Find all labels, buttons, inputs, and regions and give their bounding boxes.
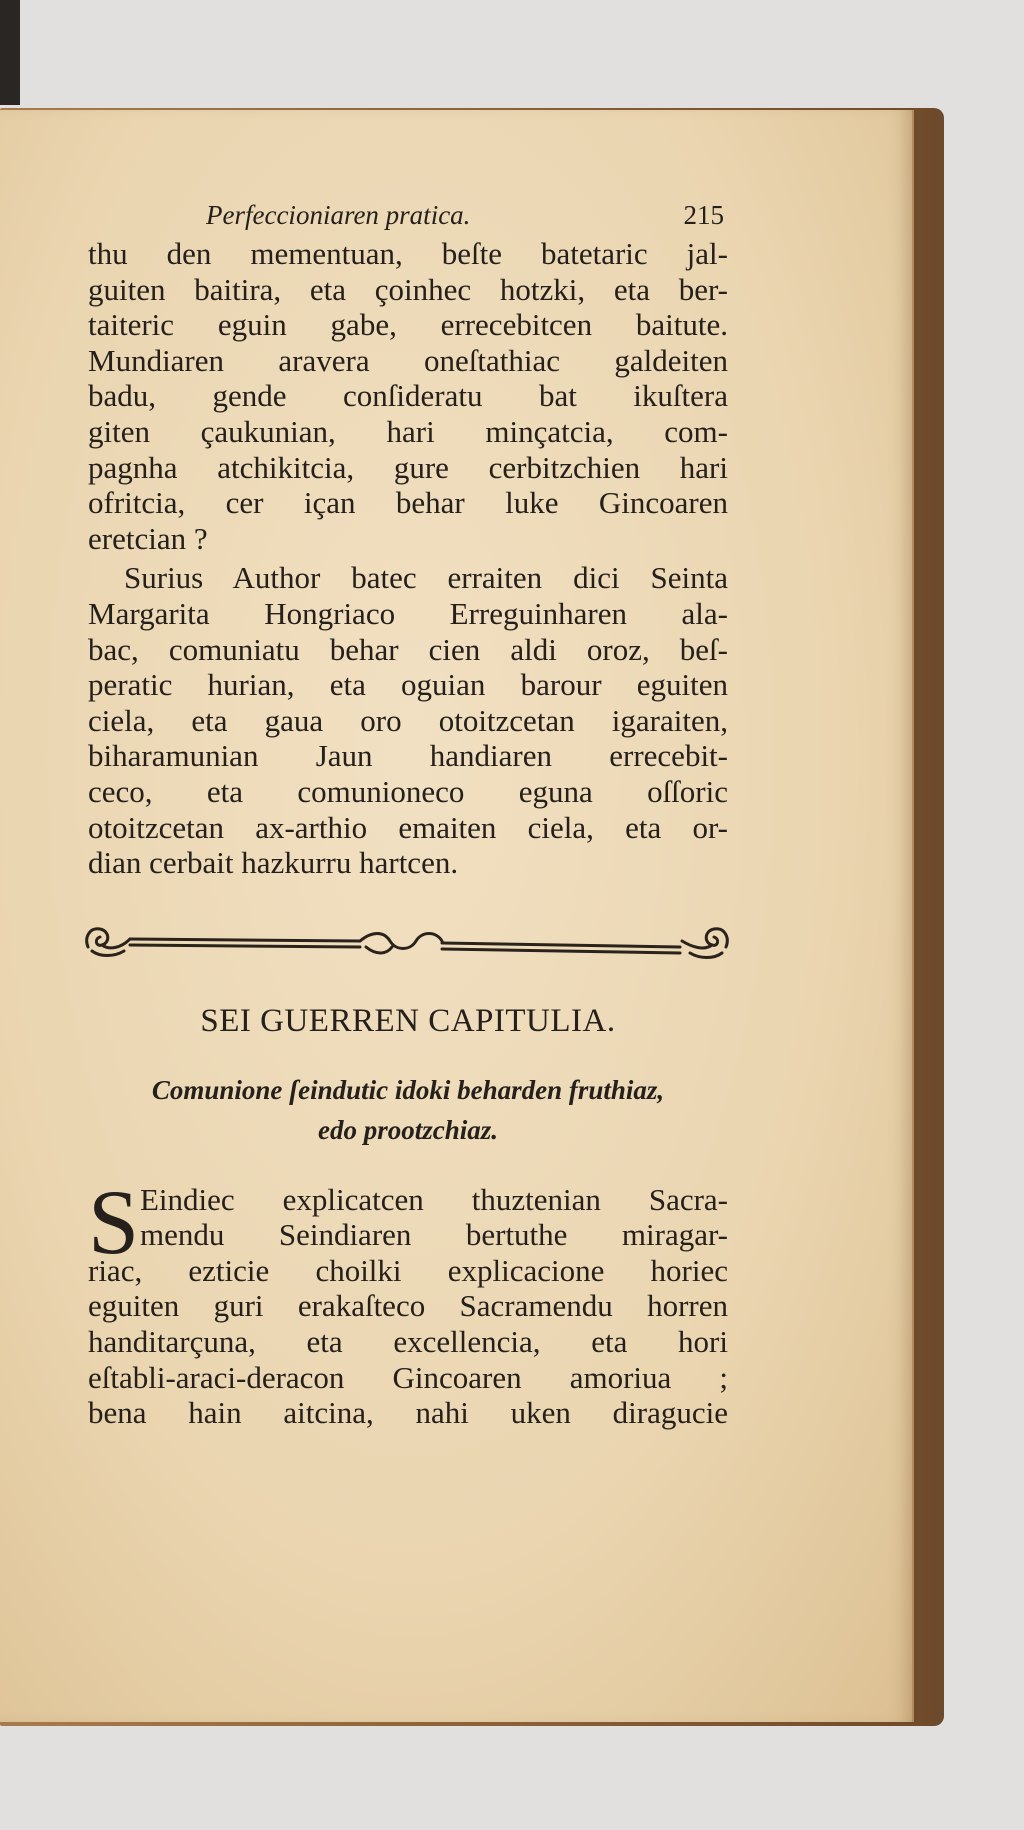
text-line: eguiten guri erakaſteco Sacramendu horren	[88, 1288, 728, 1324]
text-line: riac, ezticie choilki explicacione horiec	[88, 1252, 728, 1288]
text-line: taiteric eguin gabe, errecebitcen baitute.	[88, 307, 728, 343]
text-line: ciela, eta gaua oro otoitzcetan igaraiten,	[88, 702, 728, 738]
text-line: pagnha atchikitcia, gure cerbitzchien hari	[88, 449, 728, 485]
text-line: dian cerbait hazkurru hartcen.	[88, 845, 459, 881]
text-line: ofritcia, cer içan behar luke Gincoaren	[88, 485, 728, 521]
scanner-edge	[0, 0, 20, 105]
text-line: giten çaukunian, hari minçatcia, com-	[88, 413, 728, 449]
text-line: eretcian ?	[88, 520, 208, 556]
text-line: bac, comuniatu behar cien aldi oroz, beſ-	[88, 631, 728, 667]
text-line: otoitzcetan ax-arthio emaiten ciela, eta or-	[88, 809, 728, 845]
text-line: ceco, eta comunioneco eguna oſſoric	[88, 773, 728, 809]
text-line: Mundiaren aravera oneſtathiac galdeiten	[88, 342, 728, 378]
text-line: Eindiec explicatcen thuztenian Sacra-	[140, 1181, 728, 1217]
running-title: Perfeccioniaren pratica.	[206, 200, 471, 230]
text-line: biharamunian Jaun handiaren errecebit-	[88, 738, 728, 774]
subtitle-line: edo prootzchiaz.	[317, 1114, 498, 1145]
text-line: peratic hurian, eta oguian barour eguiten	[88, 667, 728, 703]
chapter-title: SEI GUERREN CAPITULIA.	[200, 1002, 616, 1039]
paragraph-2	[88, 560, 728, 880]
text-line: Surius Author batec erraiten dici Seinta	[124, 560, 728, 596]
text-line: guiten baitira, eta çoinhec hotzki, eta ber-	[88, 271, 728, 307]
text-line: eſtabli-araci-deracon Gincoaren amoriua ;	[88, 1359, 728, 1395]
running-header	[88, 200, 728, 236]
text-line: Margarita Hongriaco Erreguinharen ala-	[88, 595, 728, 631]
paragraph-1	[88, 236, 728, 556]
drop-cap: S	[88, 1170, 140, 1273]
text-line: badu, gende conſideratu bat ikuſtera	[88, 378, 728, 414]
page-content	[88, 200, 728, 1431]
subtitle-line: Comunione ſeindutic idoki beharden fruthiaz,	[151, 1074, 665, 1105]
paragraph-3	[88, 1170, 728, 1431]
ornamental-rule	[80, 917, 734, 963]
chapter-subtitle	[88, 1070, 728, 1150]
page-number: 215	[683, 200, 724, 230]
text-line: handitarçuna, eta excellencia, eta hori	[88, 1324, 728, 1360]
text-line: mendu Seindiaren bertuthe miragar-	[140, 1217, 728, 1253]
text-line: bena hain aitcina, nahi uken diragucie	[88, 1395, 728, 1431]
text-line: thu den mementuan, beſte batetaric jal-	[88, 236, 728, 271]
